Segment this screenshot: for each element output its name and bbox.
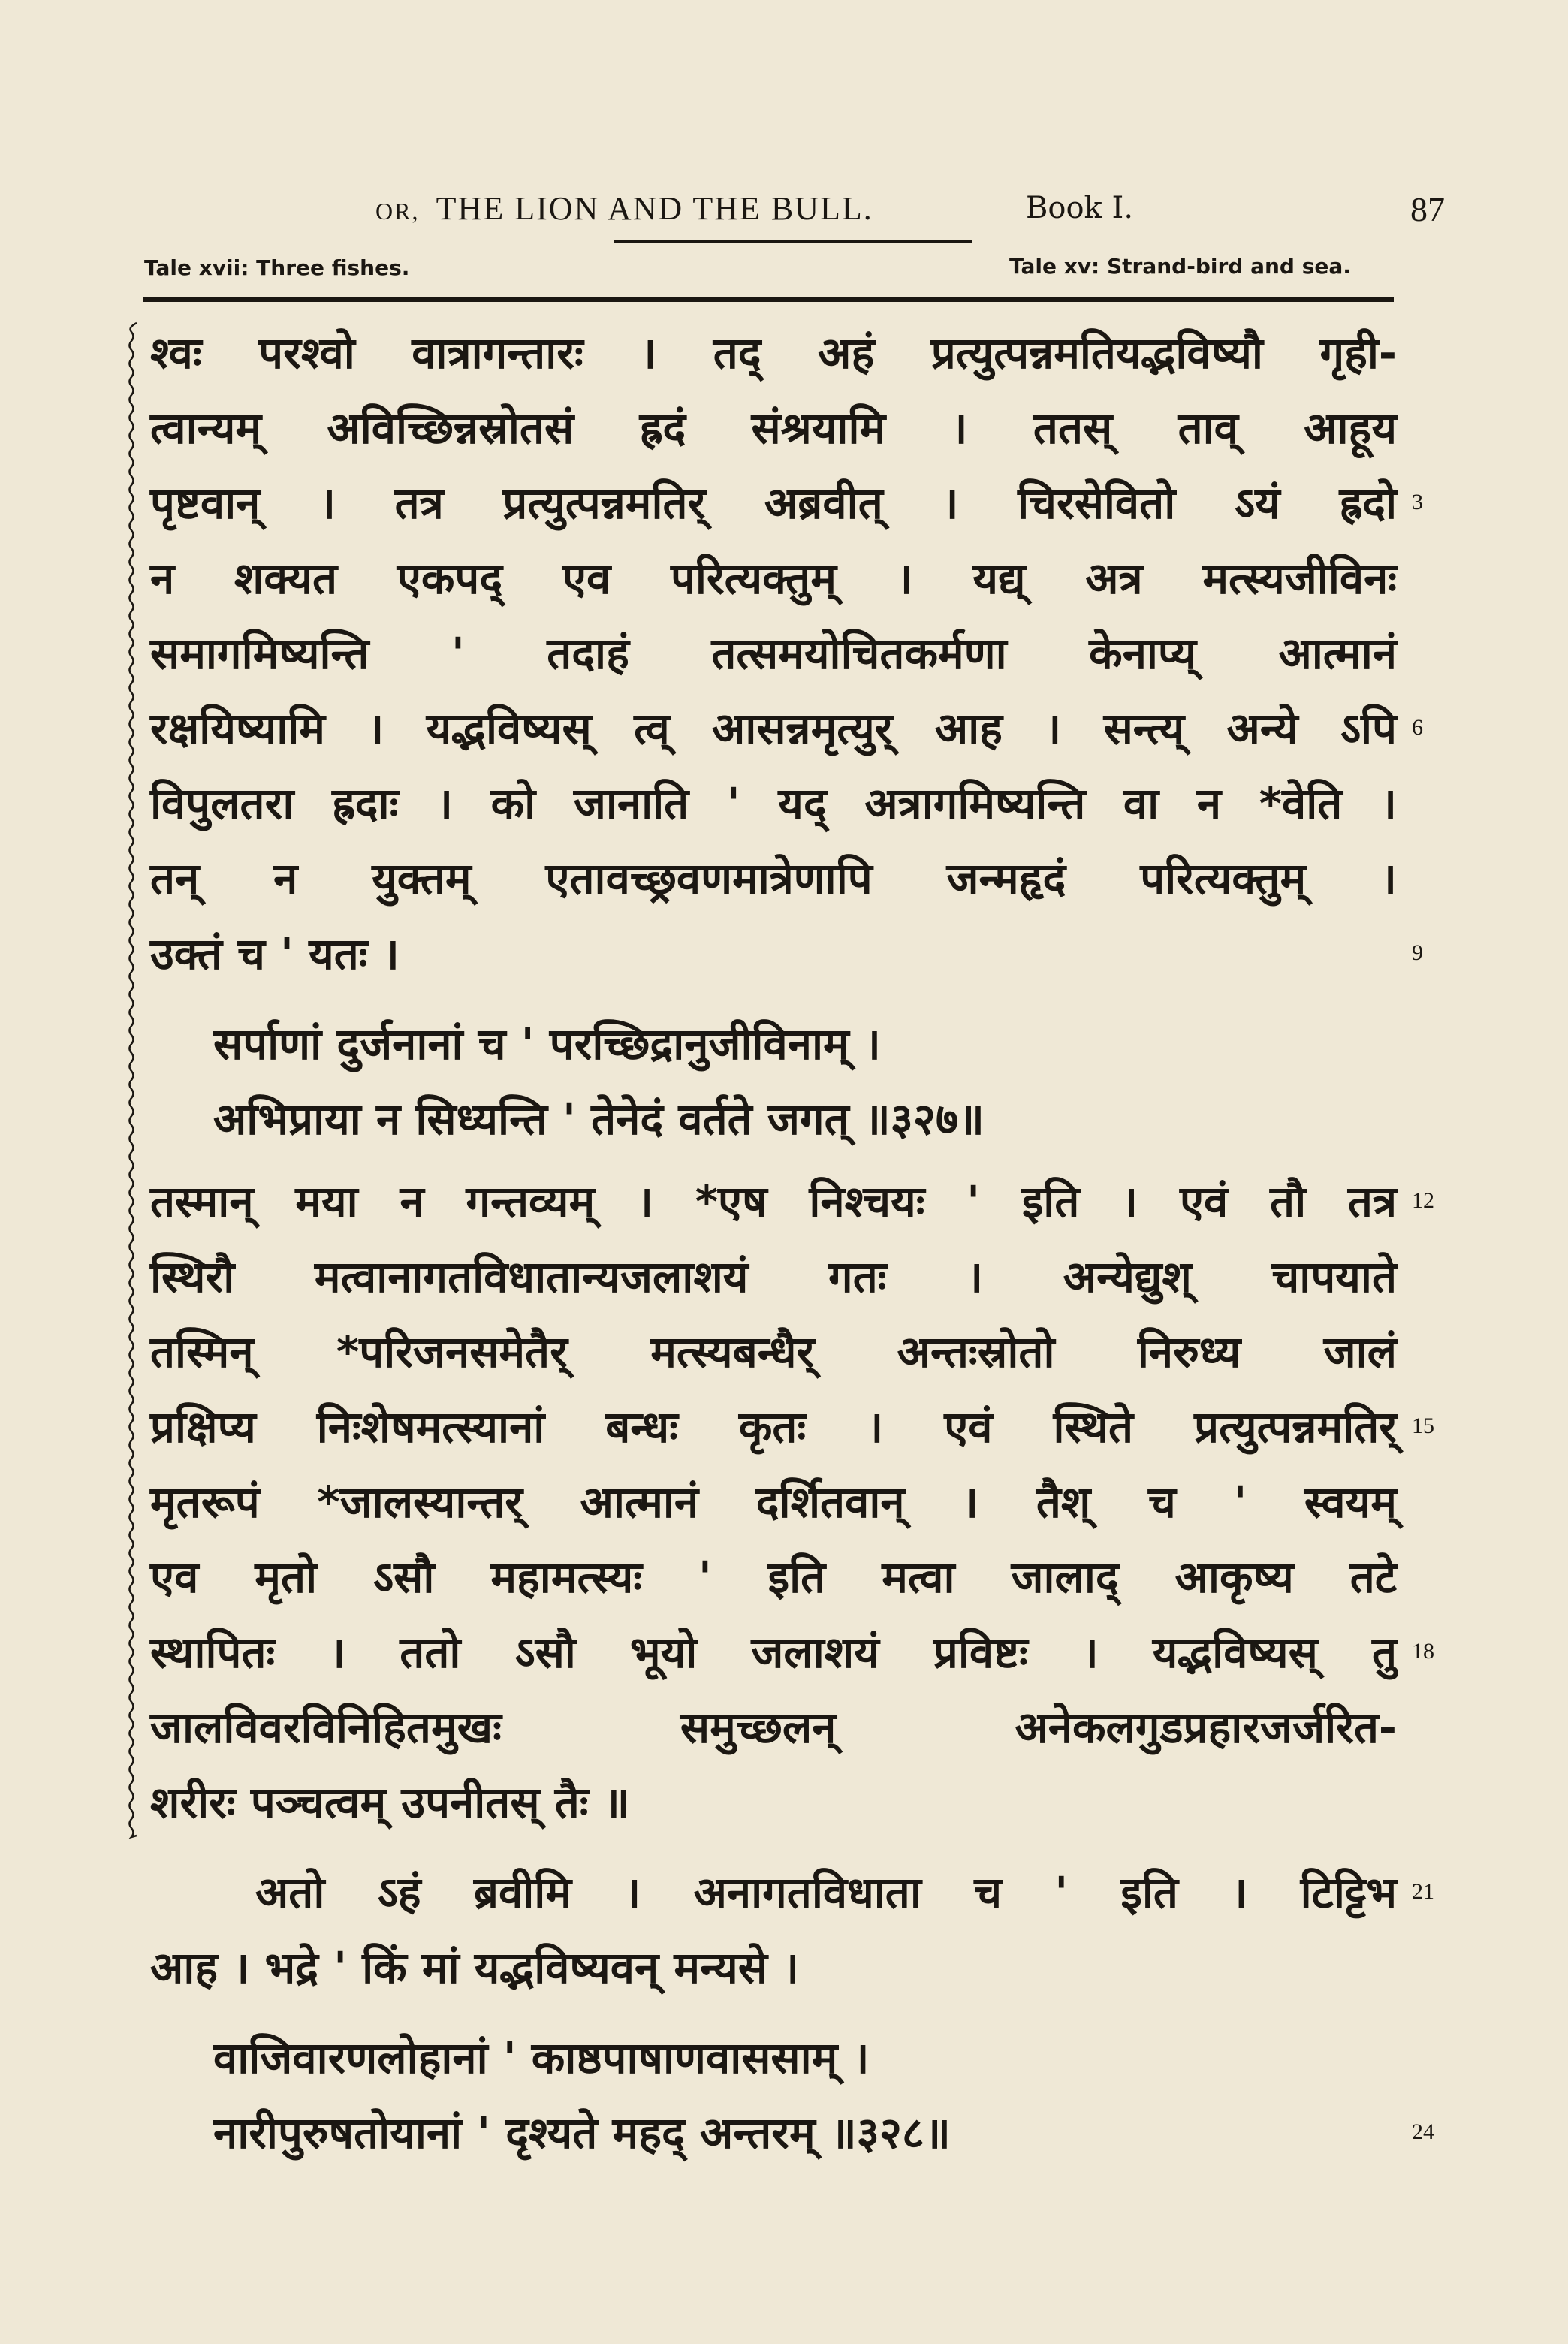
- text-line: तन् न युक्तम् एतावच्छ्रवणमात्रेणापि जन्महृदं परित्यक्तुम् ।: [150, 853, 1397, 904]
- margin-bracket: [120, 321, 143, 1839]
- book-label: Book I.: [1026, 191, 1134, 225]
- text-line: मृतरूपं *जालस्यान्तर् आत्मानं दर्शितवान् । तैश् च ' स्वयम्: [150, 1477, 1397, 1528]
- text-line: स्थिरौ मत्वानागतविधातान्यजलाशयं गतः । अन्येद्युश् चापयाते: [150, 1251, 1397, 1302]
- verse-line: सर्पाणां दुर्जनानां च ' परच्छिद्रानुजीविनाम् ।: [213, 1018, 881, 1069]
- verse-line: वाजिवारणलोहानां ' काष्ठपाषाणवाससाम् ।: [213, 2032, 870, 2083]
- text-line: समागमिष्यन्ति ' तदाहं तत्समयोचितकर्मणा केनाप्य् आत्मानं: [150, 628, 1397, 679]
- text-line: जालविवरविनिहितमुखः समुच्छलन् अनेकलगुडप्रहारजर्जरित-: [150, 1702, 1397, 1753]
- line-number: 21: [1412, 1879, 1434, 1904]
- running-head-title: THE LION AND THE BULL.: [436, 190, 873, 227]
- verse-line: अभिप्राया न सिध्यन्ति ' तेनेदं वर्तते जगत् ॥३२७॥: [213, 1094, 985, 1145]
- text-line: आह । भद्रे ' किं मां यद्भविष्यवन् मन्यसे ।: [150, 1942, 800, 1993]
- text-line: तस्मान् मया न गन्तव्यम् । *एष निश्चयः ' इति । एवं तौ तत्र: [150, 1176, 1397, 1227]
- text-line: एव मृतो ऽसौ महामत्स्यः ' इति मत्वा जालाद् आकृष्य तटे: [150, 1552, 1397, 1603]
- line-number: 24: [1412, 2119, 1434, 2144]
- header-rule: [614, 240, 972, 243]
- text-line: अतो ऽहं ब्रवीमि । अनागतविधाता च ' इति । टिट्टिभ: [255, 1867, 1397, 1918]
- running-head-or: OR,: [375, 198, 420, 225]
- text-line: उक्तं च ' यतः ।: [150, 928, 400, 979]
- text-line: शरीरः पञ्चत्वम् उपनीतस् तैः ॥: [150, 1777, 630, 1828]
- text-line: तस्मिन् *परिजनसमेतैर् मत्स्यबन्धैर् अन्तःस्रोतो निरुध्य जालं: [150, 1326, 1397, 1377]
- text-line: स्थापितः । ततो ऽसौ भूयो जलाशयं प्रविष्टः । यद्भविष्यस् तु: [150, 1627, 1397, 1678]
- line-number: 3: [1412, 490, 1423, 514]
- text-line: रक्षयिष्यामि । यद्भविष्यस् त्व् आसन्नमृत्युर् आह । सन्त्य् अन्ये ऽपि: [150, 703, 1397, 754]
- text-line: न शक्यत एकपद् एव परित्यक्तुम् । यद्य् अत्र मत्स्यजीविनः: [150, 553, 1397, 604]
- line-number: 6: [1412, 715, 1423, 740]
- top-rule: [143, 297, 1394, 302]
- line-number: 12: [1412, 1188, 1434, 1213]
- running-head: [375, 189, 873, 228]
- page-number: 87: [1410, 190, 1445, 228]
- text-line: विपुलतरा ह्रदाः । को जानाति ' यद् अत्रागमिष्यन्ति वा न *वेति ।: [150, 778, 1397, 829]
- text-line: पृष्टवान् । तत्र प्रत्युत्पन्नमतिर् अब्रवीत् । चिरसेवितो ऽयं ह्रदो: [150, 478, 1397, 529]
- text-line: त्वान्यम् अविच्छिन्नस्रोतसं ह्रदं संश्रयामि । ततस् ताव् आहूय: [150, 403, 1397, 454]
- line-number: 18: [1412, 1639, 1434, 1664]
- tale-right: Tale xv: Strand-bird and sea.: [1009, 254, 1351, 279]
- tale-left: Tale xvii: Three fishes.: [144, 255, 410, 280]
- line-number: 9: [1412, 940, 1423, 965]
- text-line: प्रक्षिप्य निःशेषमत्स्यानां बन्धः कृतः । एवं स्थिते प्रत्युत्पन्नमतिर्: [150, 1401, 1397, 1453]
- line-number: 15: [1412, 1413, 1434, 1438]
- text-line: श्वः परश्वो वात्रागन्तारः । तद् अहं प्रत्युत्पन्नमतियद्भविष्यौ गृही-: [150, 327, 1397, 379]
- verse-line: नारीपुरुषतोयानां ' दृश्यते महद् अन्तरम् ॥३२८॥: [213, 2107, 951, 2158]
